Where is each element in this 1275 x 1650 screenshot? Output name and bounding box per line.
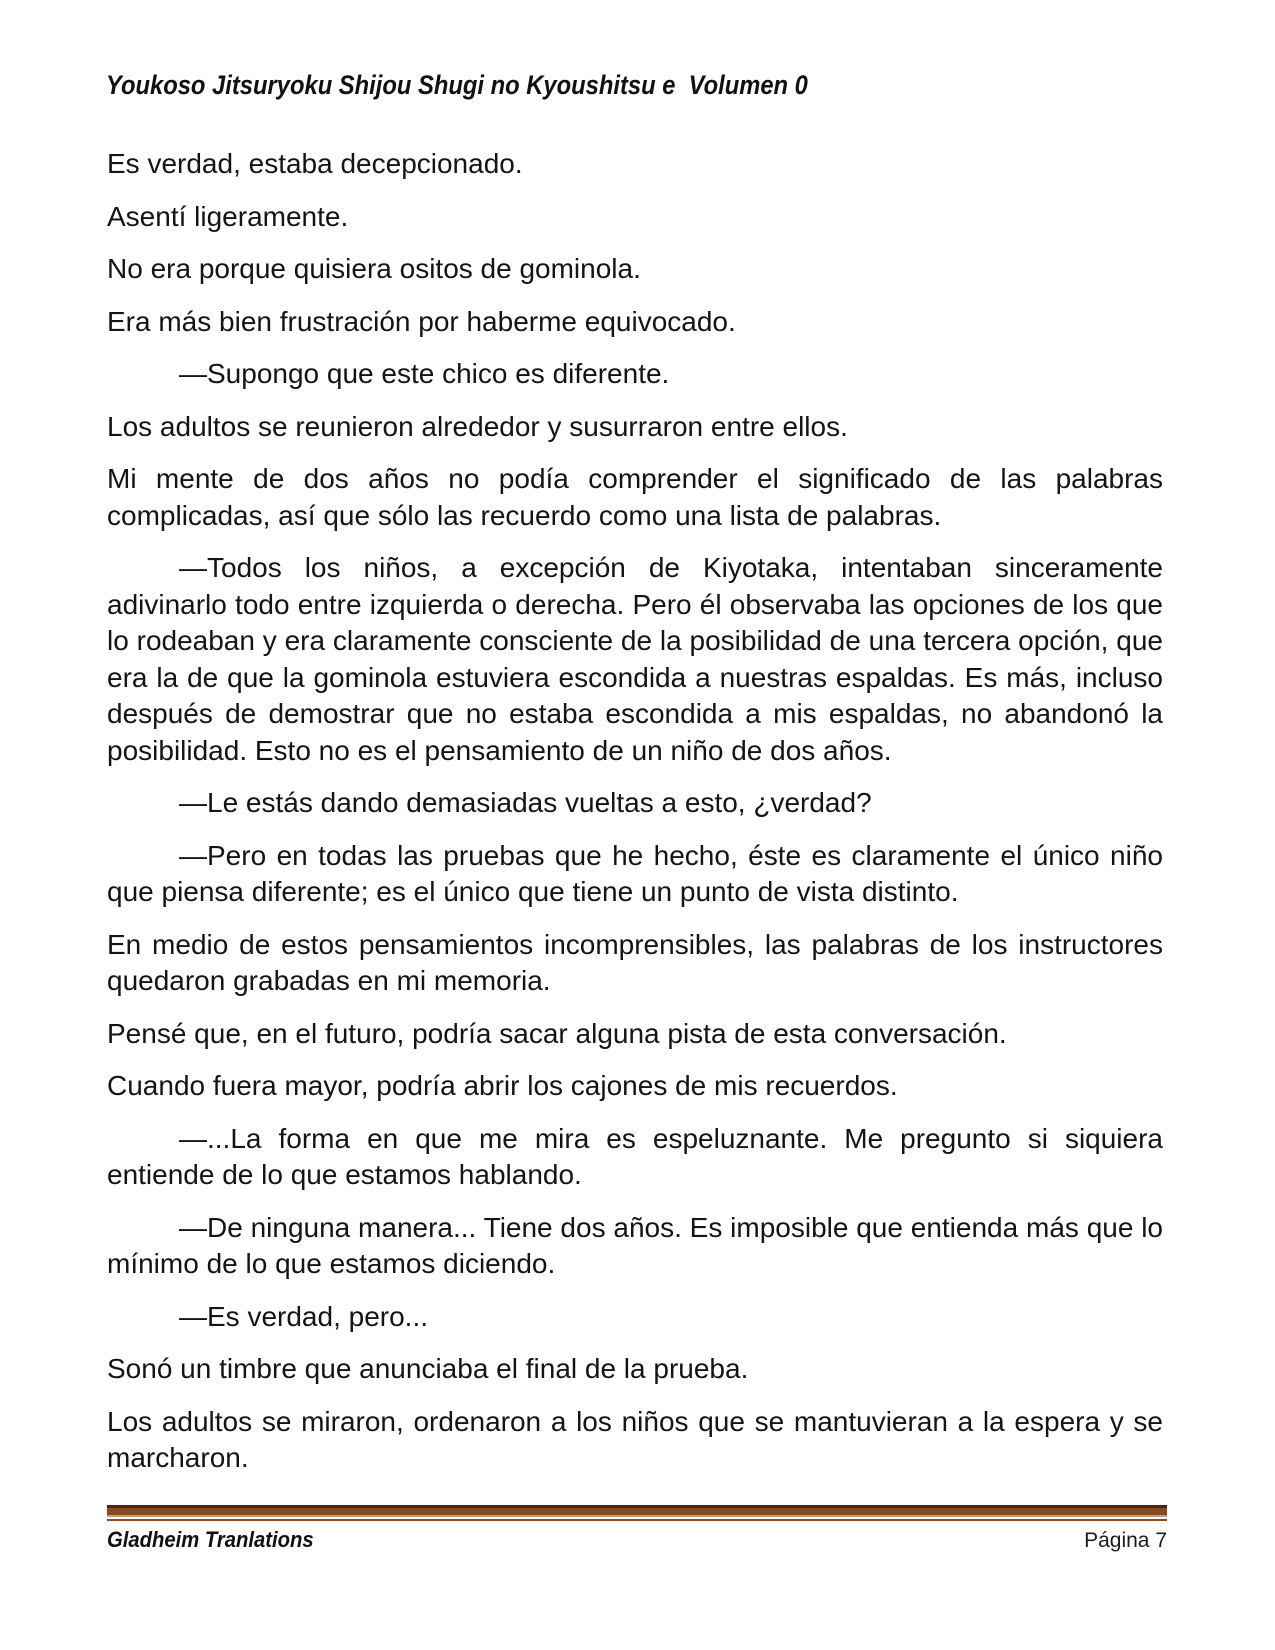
paragraph: Sonó un timbre que anunciaba el final de la prueba.	[107, 1353, 749, 1384]
paragraph: Pensé que, en el futuro, podría sacar alguna pista de esta conversación.	[107, 1017, 1007, 1049]
translator-credit: Gladheim Tranlations	[107, 1527, 314, 1552]
page-footer	[107, 1527, 1167, 1553]
paragraph: —Es verdad, pero...	[179, 1300, 429, 1332]
page-title: Youkoso Jitsuryoku Shijou Shugi no Kyoushitsu e Volumen 0	[106, 70, 808, 100]
paragraph: Los adultos se reunieron alrededor y susurraron entre ellos.	[107, 410, 848, 442]
paragraph: Era más bien frustración por haberme equivocado.	[107, 305, 736, 337]
paragraph: —Supongo que este chico es diferente.	[179, 358, 670, 389]
page-header	[106, 70, 904, 101]
paragraph: Es verdad, estaba decepcionado.	[107, 148, 523, 179]
paragraph: Cuando fuera mayor, podría abrir los cajones de mis recuerdos.	[107, 1070, 898, 1101]
body-text	[107, 146, 1163, 1493]
paragraph: En medio de estos pensamientos incomprensibles, las palabras de los instructores quedaron grabadas en mi memoria.	[107, 928, 1163, 996]
paragraph: Los adultos se miraron, ordenaron a los niños que se mantuvieran a la espera y se marcharon.	[107, 1405, 1163, 1473]
paragraph: —Pero en todas las pruebas que he hecho, éste es claramente el único niño que piensa diferente; es el único que tiene un punto de vista distinto.	[107, 839, 1163, 907]
paragraph: —Todos los niños, a excepción de Kiyotaka, intentaban sinceramente adivinarlo todo entre izquierda o derecha. Pero él observaba las opciones de los que lo rodeaban y era claramente consciente de la posibilidad de una tercera opción, que era la de que la gominola estuviera escondida a nuestras espaldas. Es más, incluso después de demostrar que no estaba escondida a mis espaldas, no abandonó la posibilidad. Esto no es el pensamiento de un niño de dos años.	[107, 552, 1163, 766]
paragraph: —Le estás dando demasiadas vueltas a esto, ¿verdad?	[179, 787, 872, 818]
paragraph: Mi mente de dos años no podía comprender el significado de las palabras complicadas, así que sólo las recuerdo como una lista de palabras.	[107, 463, 1163, 531]
page-number: Página 7	[1084, 1529, 1167, 1552]
paragraph: Asentí ligeramente.	[107, 200, 349, 232]
paragraph: —...La forma en que me mira es espeluznante. Me pregunto si siquiera entiende de lo que estamos hablando.	[107, 1122, 1163, 1190]
paragraph: —De ninguna manera... Tiene dos años. Es imposible que entienda más que lo mínimo de lo que estamos diciendo.	[107, 1211, 1163, 1279]
footer-divider	[107, 1505, 1167, 1521]
paragraph: No era porque quisiera ositos de gominola.	[107, 253, 641, 284]
footer-divider-bottom-line	[107, 1519, 1167, 1521]
footer-divider-thick-line	[107, 1508, 1167, 1515]
